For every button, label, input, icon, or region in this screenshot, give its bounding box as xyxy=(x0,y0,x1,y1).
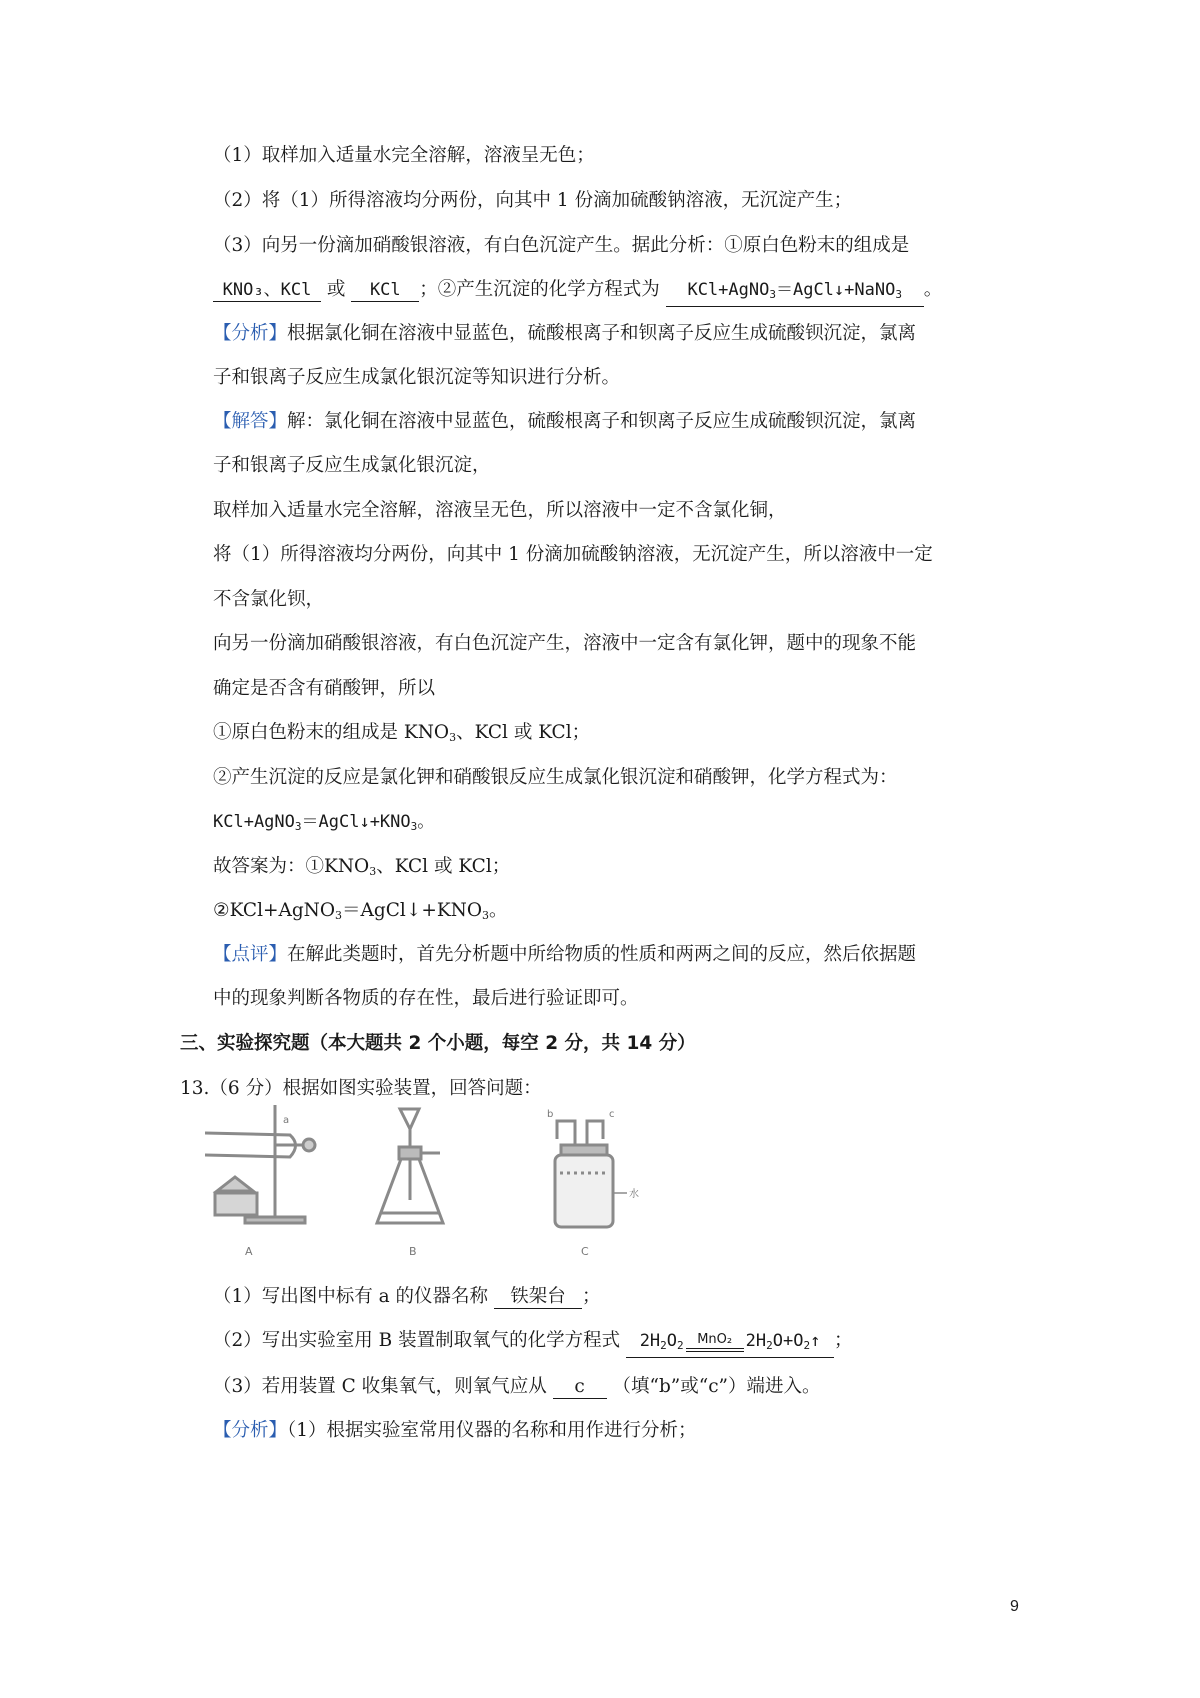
condition-1: （1）取样加入适量水完全溶解，溶液呈无色； xyxy=(213,145,595,166)
comment-tag: 【点评】 xyxy=(213,944,288,965)
answer-10: $KCl+AgNO_3=AgCl↓+KNO_3$。 xyxy=(213,812,435,833)
question-13: 13.（6 分）根据如图实验装置，回答问题： xyxy=(180,1078,542,1099)
end-mark: 。 xyxy=(923,279,943,300)
label-c: C xyxy=(581,1245,589,1258)
answer-12: $②KCl+AgNO_3=AgCl↓+KNO_3$。 xyxy=(213,900,508,922)
mark-b: b xyxy=(547,1109,554,1120)
analysis-1: 【分析】根据氯化铜在溶液中显蓝色，硫酸根离子和钡离子反应生成硫酸钡沉淀，氯离 xyxy=(213,323,917,344)
analysis-q13: 【分析】（1）根据实验室常用仪器的名称和用作进行分析； xyxy=(213,1420,697,1441)
page-number: 9 xyxy=(1010,1598,1019,1615)
section-3-heading: 三、实验探究题（本大题共 2 个小题，每空 2 分，共 14 分） xyxy=(180,1033,696,1054)
or-word: 或 xyxy=(326,279,346,300)
blank-equation: KCl+AgNO$_3$＝AgCl↓+NaNO$_3$ xyxy=(666,279,924,307)
mark-a: a xyxy=(283,1115,290,1126)
analysis-2: 子和银离子反应生成氯化银沉淀等知识进行分析。 xyxy=(213,367,621,388)
mark-water: 水 xyxy=(629,1189,639,1200)
q13-part-1: （1）写出图中标有 a 的仪器名称 铁架台 ； xyxy=(213,1286,601,1307)
catalyst-arrow: MnO₂ xyxy=(684,1335,746,1357)
answer-4: 将（1）所得溶液均分两份，向其中 1 份滴加硫酸钠溶液，无沉淀产生，所以溶液中一定 xyxy=(213,544,933,565)
answer-11: 故答案为：$①KNO_3$、KCl 或 KCl； xyxy=(213,856,511,878)
answer-3: 取样加入适量水完全溶解，溶液呈无色，所以溶液中一定不含氯化铜， xyxy=(213,500,787,521)
answer-1: 【解答】解：氯化铜在溶液中显蓝色，硫酸根离子和钡离子反应生成硫酸钡沉淀，氯离 xyxy=(213,411,917,432)
mark-c: c xyxy=(609,1109,615,1120)
answer-line xyxy=(213,276,942,304)
answer-tag: 【解答】 xyxy=(213,411,288,432)
q13-blank-3: c xyxy=(553,1376,607,1399)
answer-7: 确定是否含有硝酸钾，所以 xyxy=(213,678,436,699)
apparatus-c xyxy=(555,1121,627,1227)
apparatus-a xyxy=(205,1105,315,1223)
mid-text: ；②产生沉淀的化学方程式为 xyxy=(419,279,660,300)
label-a: A xyxy=(245,1245,253,1258)
blank-2: KCl xyxy=(351,279,419,302)
label-b: B xyxy=(409,1245,417,1258)
analysis2-tag: 【分析】 xyxy=(213,1420,288,1441)
condition-2: （2）将（1）所得溶液均分两份，向其中 1 份滴加硫酸钠溶液，无沉淀产生； xyxy=(213,190,853,211)
blank-1: KNO₃、KCl xyxy=(213,279,321,302)
comment-1: 【点评】在解此类题时，首先分析题中所给物质的性质和两两之间的反应，然后依据题 xyxy=(213,944,917,965)
q13-part-2: （2）写出实验室用 B 装置制取氧气的化学方程式 $2H_2O_2$ MnO₂ $2H_2O+O_2↑$ ； xyxy=(213,1327,853,1355)
answer-6: 向另一份滴加硝酸银溶液，有白色沉淀产生，溶液中一定含有氯化钾，题中的现象不能 xyxy=(213,633,917,654)
condition-3: （3）向另一份滴加硝酸银溶液，有白色沉淀产生。据此分析：①原白色粉末的组成是 xyxy=(213,235,910,256)
q13-blank-1: 铁架台 xyxy=(494,1286,582,1309)
answer-5: 不含氯化钡， xyxy=(213,589,325,610)
answer-2: 子和银离子反应生成氯化银沉淀， xyxy=(213,455,491,476)
apparatus-b xyxy=(377,1109,443,1223)
q13-part-3: （3）若用装置 C 收集氧气，则氧气应从 c （填“b”或“c”）端进入。 xyxy=(213,1376,821,1397)
comment-2: 中的现象判断各物质的存在性，最后进行验证即可。 xyxy=(213,988,639,1009)
answer-9: ②产生沉淀的反应是氯化钾和硝酸银反应生成氯化银沉淀和硝酸钾，化学方程式为： xyxy=(213,767,898,788)
analysis-tag: 【分析】 xyxy=(213,323,288,344)
answer-8: ①原白色粉末的组成是 $KNO_3$、KCl 或 KCl； xyxy=(213,722,591,744)
q13-blank-2: $2H_2O_2$ MnO₂ $2H_2O+O_2↑$ xyxy=(626,1330,834,1358)
apparatus-figure xyxy=(205,1105,665,1265)
